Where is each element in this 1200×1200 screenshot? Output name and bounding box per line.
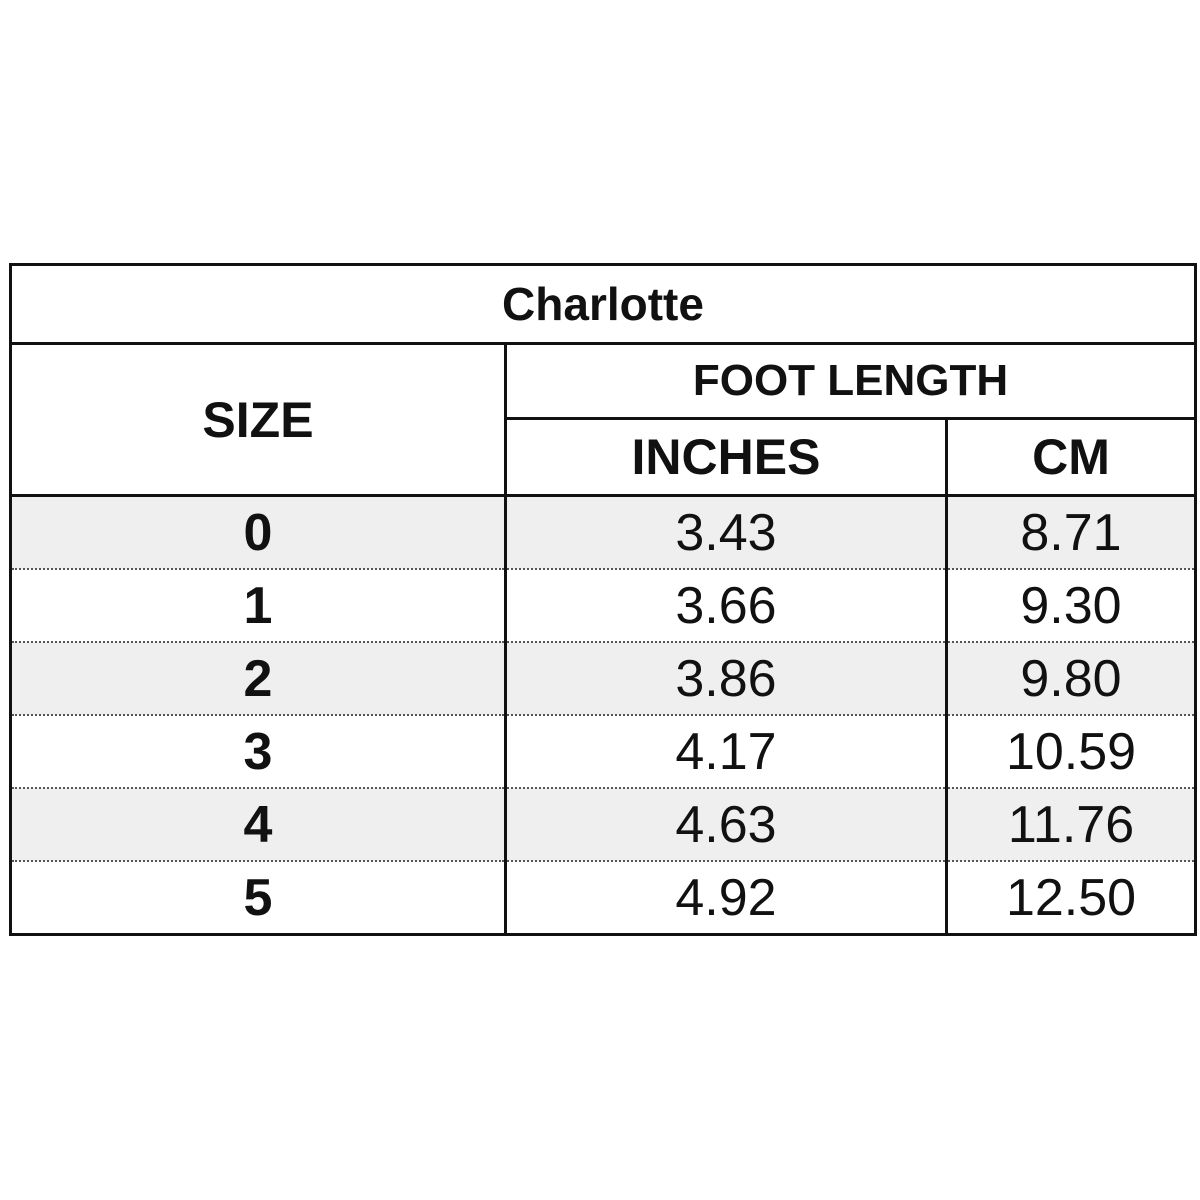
cm-cell: 12.50: [1005, 868, 1137, 927]
table-row: [11, 496, 1196, 570]
size-cell: 2: [11, 642, 506, 715]
table-row: [11, 642, 1196, 715]
group-header-row: [11, 344, 1196, 419]
cm-cell: 9.80: [947, 642, 1196, 715]
table-row: [11, 788, 1196, 861]
inches-cell: 3.86: [506, 642, 947, 715]
foot-length-header: FOOT LENGTH: [506, 344, 1196, 419]
table-row: [11, 715, 1196, 788]
size-cell: 5: [11, 861, 506, 935]
cm-cell: 8.71: [947, 496, 1196, 570]
table-title: Charlotte: [11, 265, 1196, 344]
inches-cell: 3.43: [506, 496, 947, 570]
cm-cell: 9.30: [947, 569, 1196, 642]
inches-cell: 4.92: [506, 861, 947, 935]
size-cell: 4: [11, 788, 506, 861]
size-cell: 1: [11, 569, 506, 642]
size-cell: 0: [11, 496, 506, 570]
size-cell: 3: [11, 715, 506, 788]
size-column-header: SIZE: [11, 344, 506, 496]
title-row: [11, 265, 1196, 344]
inches-cell: 4.17: [506, 715, 947, 788]
inches-cell: 3.66: [506, 569, 947, 642]
table-row: [11, 569, 1196, 642]
cm-column-header: CM: [947, 419, 1196, 496]
inches-cell: 4.63: [506, 788, 947, 861]
cm-cell: 10.59: [947, 715, 1196, 788]
size-chart-table: [9, 263, 1197, 936]
table-row: [11, 861, 1196, 935]
cm-cell: 11.76: [947, 788, 1196, 861]
inches-column-header: INCHES: [506, 419, 947, 496]
